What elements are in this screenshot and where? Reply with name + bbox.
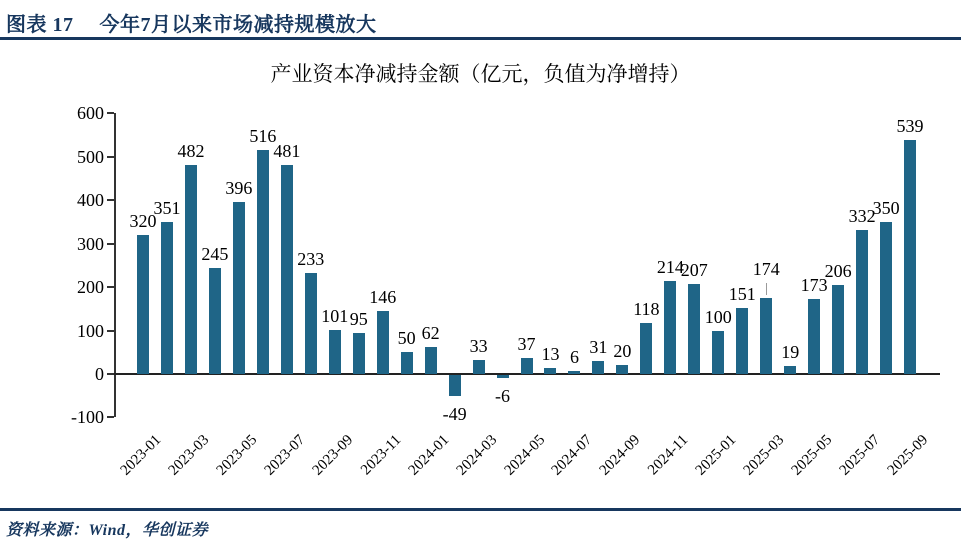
bar xyxy=(209,268,221,374)
bar xyxy=(185,165,197,374)
bar xyxy=(257,150,269,374)
bar xyxy=(401,352,413,374)
x-axis-tick-label: 2025-03 xyxy=(740,432,788,479)
bar xyxy=(880,222,892,374)
bar-value-label: 146 xyxy=(369,286,397,307)
x-axis-tick-label: 2024-09 xyxy=(597,432,644,479)
bar xyxy=(808,299,820,374)
y-axis-tick xyxy=(107,330,114,332)
y-axis-tick xyxy=(107,243,114,245)
x-axis-tick-label: 2023-07 xyxy=(261,432,309,479)
bar xyxy=(616,365,628,374)
x-axis-tick-label: 2025-05 xyxy=(788,432,836,479)
bar-value-label: 245 xyxy=(201,243,229,264)
bar-value-label: 516 xyxy=(249,125,277,146)
figure-title: 今年7月以来市场减持规模放大 xyxy=(99,14,377,36)
y-axis-tick-label: 500 xyxy=(77,146,104,167)
bar xyxy=(473,360,485,374)
bar-value-label: 214 xyxy=(656,257,684,278)
x-axis-tick-label: 2024-11 xyxy=(645,432,692,479)
bar-value-label: 37 xyxy=(517,333,536,354)
x-axis-tick-label: 2025-07 xyxy=(836,432,884,479)
bar-value-label: 332 xyxy=(848,205,876,226)
bar xyxy=(712,331,724,374)
bar-value-label: 20 xyxy=(613,341,632,362)
bar xyxy=(664,281,676,374)
bar xyxy=(425,347,437,374)
figure-number-label: 图表 17 xyxy=(6,14,74,36)
bar-value-label: 118 xyxy=(633,298,660,319)
y-axis-tick-label: 100 xyxy=(77,320,104,341)
bar xyxy=(568,371,580,374)
x-axis-tick-label: 2025-01 xyxy=(692,432,740,479)
bar-value-label: 351 xyxy=(153,197,181,218)
bar-value-label: -49 xyxy=(442,404,467,425)
bar xyxy=(856,230,868,374)
bar xyxy=(161,222,173,374)
bar-value-label: 482 xyxy=(177,140,205,161)
y-axis-tick xyxy=(107,112,114,114)
bar xyxy=(736,308,748,374)
y-axis-tick-label: 300 xyxy=(77,233,104,254)
bar xyxy=(137,235,149,374)
bar xyxy=(449,375,461,396)
y-axis-tick-label: 400 xyxy=(77,190,104,211)
bar-value-label: -6 xyxy=(495,385,511,406)
bar-value-label: 19 xyxy=(781,341,800,362)
y-axis-tick-label: 0 xyxy=(95,364,104,384)
bar-value-label: 233 xyxy=(297,248,325,269)
bar-value-label: 6 xyxy=(569,347,579,368)
x-axis-tick-label: 2024-01 xyxy=(405,432,452,479)
x-axis-tick-label: 2025-09 xyxy=(884,432,932,479)
bar-value-label: 100 xyxy=(704,306,732,327)
bar-value-label: 207 xyxy=(680,260,708,281)
bar-value-label: 350 xyxy=(872,197,900,218)
y-axis-tick-label: 200 xyxy=(77,277,104,298)
bar-value-label: 320 xyxy=(129,211,157,232)
bar-value-label: 174 xyxy=(752,259,780,280)
bar xyxy=(640,323,652,374)
bar xyxy=(832,285,844,374)
y-axis-tick-label: 600 xyxy=(77,103,104,124)
y-axis-line xyxy=(114,113,116,417)
x-axis-tick-label: 2023-11 xyxy=(357,432,405,479)
x-axis-tick-label: 2023-05 xyxy=(213,432,261,479)
bar-value-label: 95 xyxy=(349,308,368,329)
bar-value-label: 62 xyxy=(421,323,440,344)
bar xyxy=(353,333,365,374)
source-text: 资料来源：Wind，华创证券 xyxy=(6,522,208,539)
bar-value-label: 396 xyxy=(225,178,253,199)
y-axis-tick xyxy=(107,373,114,375)
bar-value-label: 101 xyxy=(321,306,349,327)
bar xyxy=(688,284,700,374)
bar xyxy=(497,375,509,378)
y-axis-tick xyxy=(107,199,114,201)
bar-value-label: 151 xyxy=(728,284,756,305)
y-axis-tick xyxy=(107,286,114,288)
bar-value-label: 173 xyxy=(800,274,828,295)
bar-value-label: 13 xyxy=(541,344,560,365)
bar-value-label: 206 xyxy=(824,260,852,281)
bar xyxy=(592,361,604,374)
bar-value-label: 539 xyxy=(896,115,924,136)
bar-value-label: 50 xyxy=(397,328,416,349)
bar xyxy=(760,298,772,374)
x-axis-tick-label: 2024-03 xyxy=(453,432,500,479)
y-axis-tick-label: -100 xyxy=(71,407,104,428)
x-axis-tick-label: 2023-01 xyxy=(117,432,165,479)
bar xyxy=(281,165,293,374)
bar xyxy=(233,202,245,374)
bar xyxy=(784,366,796,374)
label-leader-line xyxy=(766,283,767,295)
bar-value-label: 31 xyxy=(589,336,608,357)
x-axis-tick-label: 2024-07 xyxy=(549,432,596,479)
bar-value-label: 33 xyxy=(469,335,488,356)
bar xyxy=(329,330,341,374)
x-axis-tick-label: 2024-05 xyxy=(501,432,548,479)
y-axis-tick xyxy=(107,156,114,158)
y-axis-tick xyxy=(107,416,114,418)
footer-rule xyxy=(0,508,961,511)
chart-title: 产业资本净减持金额（亿元，负值为净增持） xyxy=(270,62,691,86)
bar-value-label: 481 xyxy=(273,141,301,162)
x-axis-tick-label: 2023-09 xyxy=(309,432,357,479)
x-axis-tick-label: 2023-03 xyxy=(165,432,213,479)
bar xyxy=(544,368,556,374)
bar xyxy=(904,140,916,374)
